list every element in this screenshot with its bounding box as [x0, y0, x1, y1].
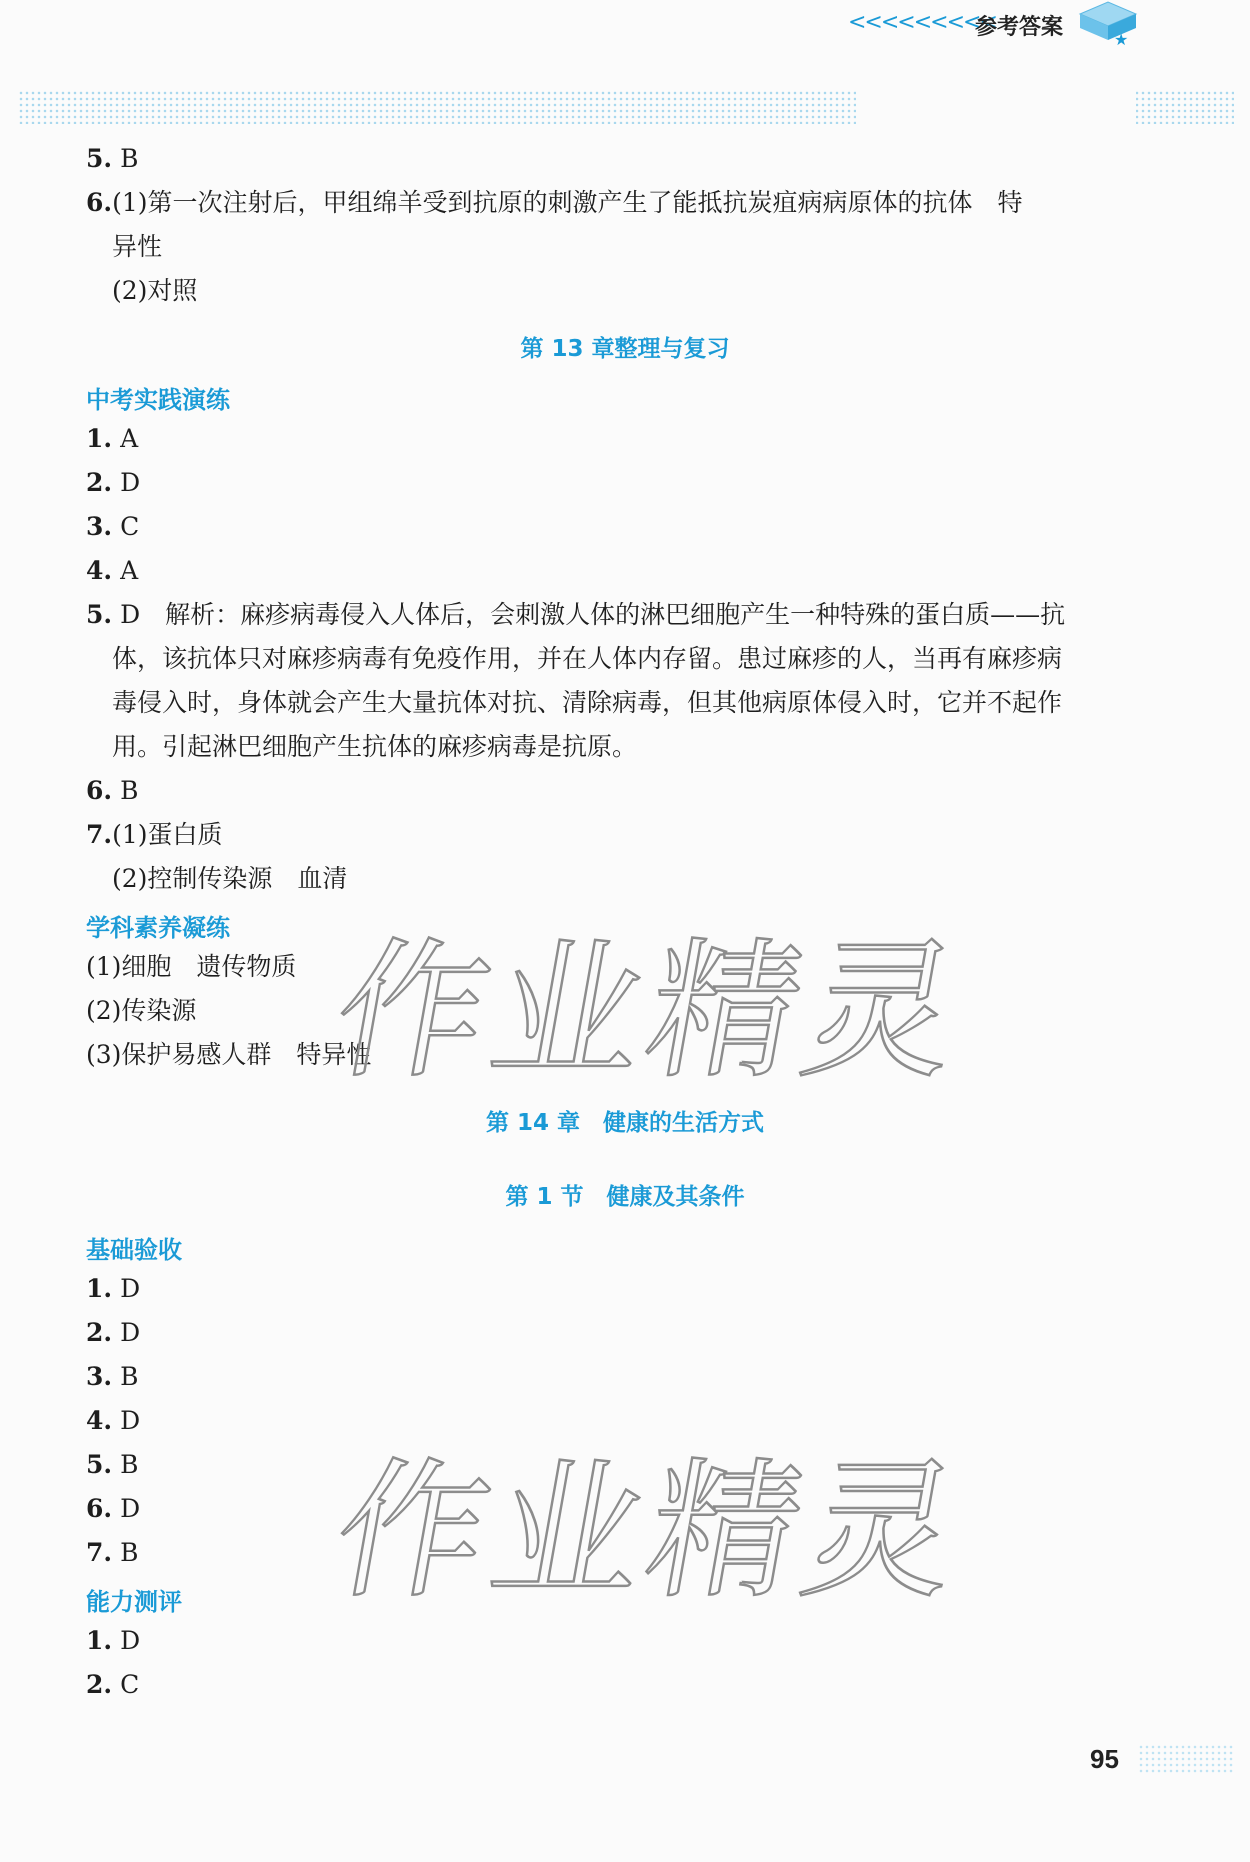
answer-item: 1. D — [86, 1274, 141, 1303]
answer-subitem: (1)细胞 遗传物质 — [86, 952, 297, 981]
answer-item: 3. C — [86, 512, 140, 541]
answer-item: 7. B — [86, 1538, 139, 1567]
answer-item: 5. B — [86, 144, 139, 173]
answer-continuation: 体，该抗体只对麻疹病毒有免疫作用，并在人体内存留。患过麻疹的人，当再有麻疹病 — [112, 644, 1063, 673]
answer-item: 2. D — [86, 468, 141, 497]
chapter-13-title: 第 13 章整理与复习 — [520, 336, 730, 362]
answer-continuation: 异性 — [112, 232, 163, 261]
answer-subitem: (3)保护易感人群 特异性 — [86, 1040, 372, 1069]
answer-item: 5. B — [86, 1450, 139, 1479]
page-number: 95 — [1090, 1744, 1119, 1774]
section-heading: 能力测评 — [86, 1588, 182, 1616]
answer-item: 6.(1)第一次注射后，甲组绵羊受到抗原的刺激产生了能抵抗炭疽病病原体的抗体 特 — [86, 188, 1023, 217]
answer-item: 1. A — [86, 424, 139, 453]
answer-subitem: (2)传染源 — [86, 996, 197, 1025]
answer-subitem: (2)对照 — [112, 276, 198, 305]
header-arrows: <<<<<<<<< — [848, 10, 996, 35]
footer-dot-band — [1138, 1744, 1234, 1774]
answer-item: 1. D — [86, 1626, 141, 1655]
answer-item: 6. D — [86, 1494, 141, 1523]
answer-item: 6. B — [86, 776, 139, 805]
answer-item: 3. B — [86, 1362, 139, 1391]
svg-text:★: ★ — [1114, 30, 1129, 46]
answer-item: 5. D 解析：麻疹病毒侵入人体后，会刺激人体的淋巴细胞产生一种特殊的蛋白质——抗 — [86, 600, 1066, 629]
watermark: 作业精灵 — [322, 925, 977, 1099]
answer-item: 2. D — [86, 1318, 141, 1347]
answer-item: 2. C — [86, 1670, 140, 1699]
answer-item: 4. A — [86, 556, 139, 585]
answer-item: 4. D — [86, 1406, 141, 1435]
answer-continuation: 毒侵入时，身体就会产生大量抗体对抗、清除病毒，但其他病原体侵入时，它并不起作 — [112, 688, 1063, 717]
section-heading: 中考实践演练 — [86, 386, 230, 414]
section-heading: 学科素养凝练 — [86, 914, 230, 942]
answer-item: 7.(1)蛋白质 — [86, 820, 223, 849]
answer-continuation: 用。引起淋巴细胞产生抗体的麻疹病毒是抗原。 — [112, 732, 638, 761]
header-label-box — [856, 82, 1136, 128]
chapter-14-title: 第 14 章 健康的生活方式 — [485, 1110, 765, 1136]
lesson-title: 第 1 节 健康及其条件 — [505, 1184, 745, 1210]
header-title: 参考答案 — [975, 15, 1064, 40]
section-heading: 基础验收 — [86, 1236, 182, 1264]
header-cube-icon — [1070, 0, 1140, 46]
answer-subitem: (2)控制传染源 血清 — [112, 864, 348, 893]
watermark: 作业精灵 — [322, 1445, 977, 1619]
page-header — [18, 82, 1234, 128]
